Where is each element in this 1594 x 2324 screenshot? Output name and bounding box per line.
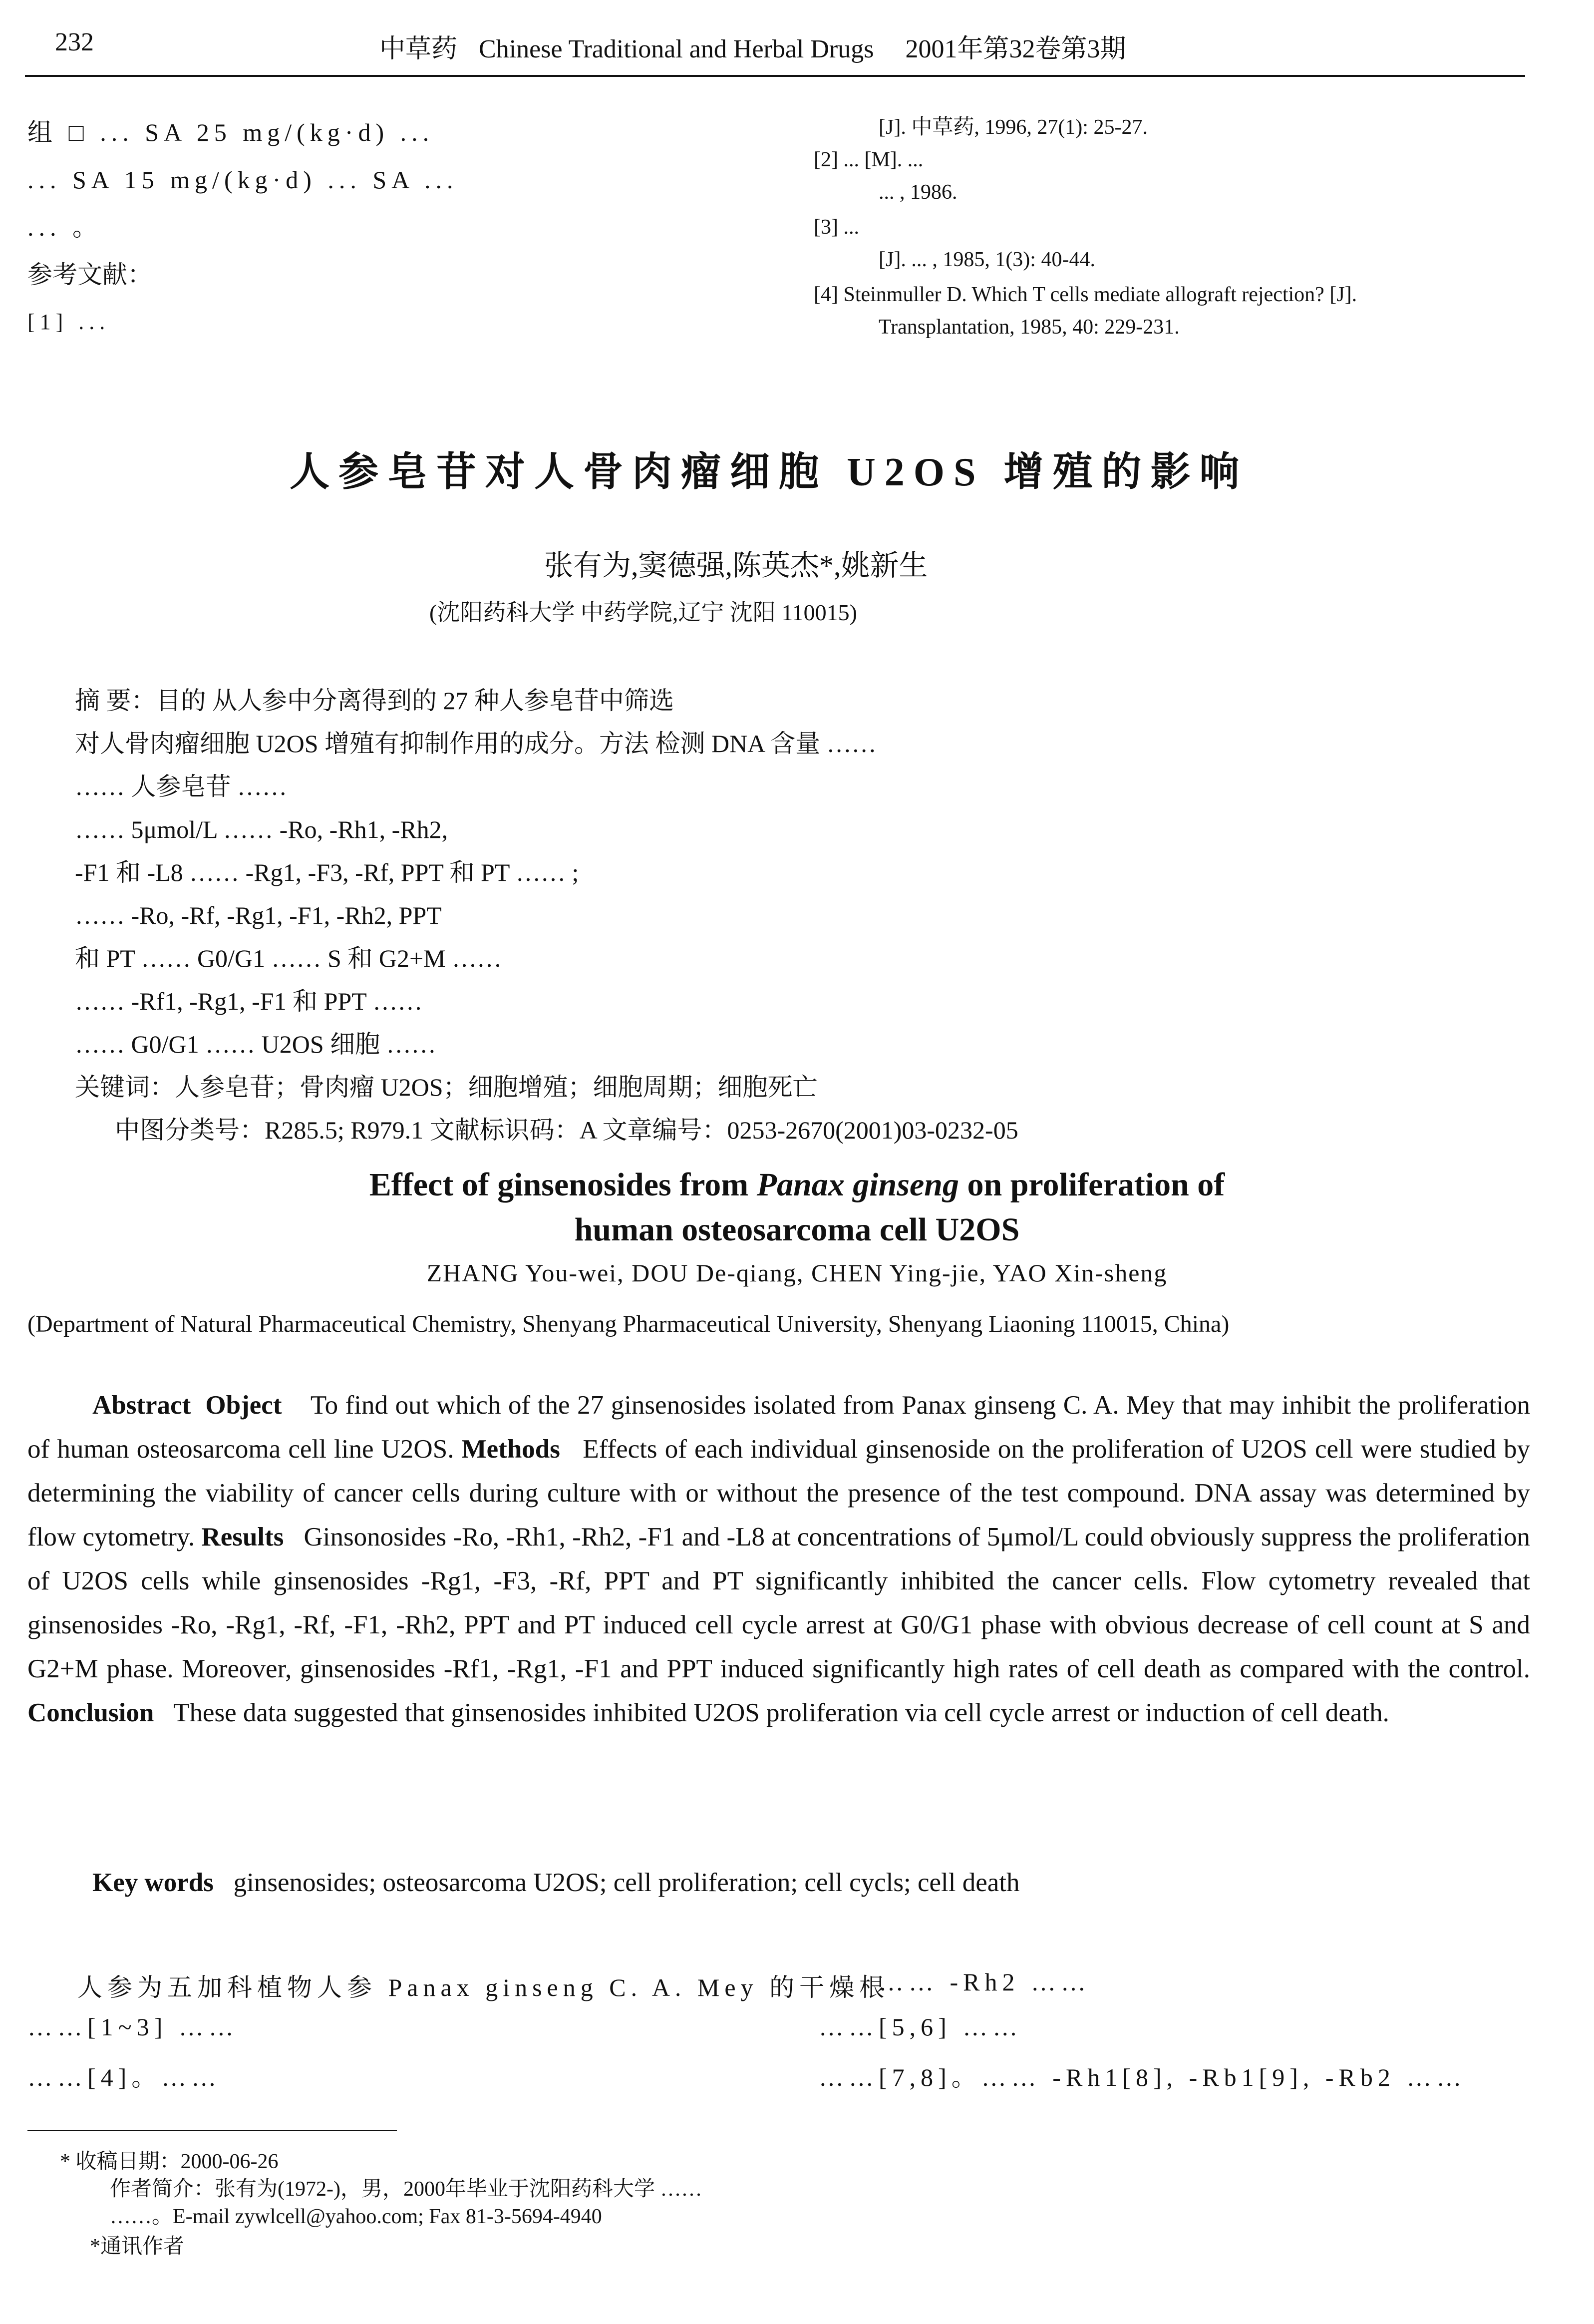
abstract-cn-line: …… -Rf1, -Rg1, -F1 和 PPT …… <box>75 987 423 1015</box>
running-header <box>379 27 1126 65</box>
left-col-line-2: ... SA 15 mg/(kg·d) ... SA ... <box>27 166 458 194</box>
body-left-line-2: ……[1~3] …… <box>27 2013 239 2041</box>
title-en-part-2: on proliferation of <box>959 1166 1225 1203</box>
journal-en: Chinese Traditional and Herbal Drugs <box>479 35 874 63</box>
abstract-cn <box>75 679 1513 1152</box>
conclusion-label: Conclusion <box>27 1698 154 1727</box>
abstract-cn-line: …… -Ro, -Rf, -Rg1, -F1, -Rh2, PPT <box>75 901 442 929</box>
authors-en: ZHANG You-wei, DOU De-qiang, CHEN Ying-jie, YAO Xin-sheng <box>426 1259 1168 1287</box>
abstract-en <box>27 1383 1530 1735</box>
object-label: Object <box>205 1391 282 1420</box>
body-right-line-1: …… -Rh2 …… <box>879 1968 1091 1996</box>
abstract-cn-line: 和 PT …… G0/G1 …… S 和 G2+M …… <box>75 944 502 972</box>
conclusion-text: These data suggested that ginsenosides inhibited U2OS proliferation via cell cycle arrest or induction of cell death. <box>173 1698 1389 1727</box>
methods-label: Methods <box>461 1435 560 1464</box>
right-ref-line-6: [4] Steinmuller D. Which T cells mediate allograft rejection? [J]. <box>814 283 1357 306</box>
left-col-line-1: 组 □ ... SA 25 mg/(kg·d) ... <box>27 118 434 146</box>
keywords-label: Key words <box>92 1868 214 1897</box>
footnote-email: ……。E-mail zywlcell@yahoo.com; Fax 81-3-5694-4940 <box>110 2205 602 2228</box>
footnote-rule <box>27 2130 397 2131</box>
footnote-bio: 作者简介：张有为(1972-)，男，2000年毕业于沈阳药科大学 …… <box>110 2178 702 2201</box>
abstract-cn-line: -F1 和 -L8 …… -Rg1, -F3, -Rf, PPT 和 PT …… ; <box>75 858 579 886</box>
abstract-cn-line: …… 5μmol/L …… -Ro, -Rh1, -Rh2, <box>75 815 448 843</box>
left-ref-1: [1] ... <box>27 310 110 334</box>
affiliation-cn: (沈阳药科大学 中药学院,辽宁 沈阳 110015) <box>429 600 857 625</box>
header-rule <box>25 75 1525 77</box>
title-cn: 人参皂苷对人骨肉瘤细胞 U2OS 增殖的影响 <box>290 450 1249 494</box>
body-right-line-3: ……[7,8]。…… -Rh1[8], -Rb1[9], -Rb2 …… <box>819 2063 1467 2091</box>
abstract-cn-line: 摘 要：目的 从人参中分离得到的 27 种人参皂苷中筛选 <box>75 687 674 715</box>
right-ref-line-7: Transplantation, 1985, 40: 229-231. <box>879 316 1180 339</box>
references-heading: 参考文献： <box>27 261 152 289</box>
body-left-line-1: 人参为五加科植物人参 Panax ginseng C. A. Mey 的干燥根 <box>77 1973 890 2001</box>
results-label: Results <box>201 1523 284 1551</box>
right-ref-line-1: [J]. 中草药, 1996, 27(1): 25-27. <box>879 116 1148 139</box>
issue: 2001年第32卷第3期 <box>905 35 1126 63</box>
body-left-line-3: ……[4]。…… <box>27 2063 222 2091</box>
title-en-species: Panax ginseng <box>756 1166 959 1203</box>
keywords <box>92 1868 1019 1898</box>
footnote-received: * 收稿日期：2000-06-26 <box>60 2150 279 2173</box>
abstract-cn-line: 中图分类号：R285.5; R979.1 文献标识码：A 文章编号：0253-2670(2001)03-0232-05 <box>115 1116 1018 1144</box>
left-col-line-3: ... 。 <box>27 213 102 241</box>
title-en-line-2: human osteosarcoma cell U2OS <box>574 1211 1020 1248</box>
footnote-corresponding: *通讯作者 <box>90 2235 185 2258</box>
right-ref-line-2: [2] ... [M]. ... <box>814 148 924 171</box>
abstract-cn-line: …… G0/G1 …… U2OS 细胞 …… <box>75 1030 436 1058</box>
abstract-label: Abstract <box>92 1391 191 1420</box>
abstract-cn-line: 关键词：人参皂苷；骨肉瘤 U2OS；细胞增殖；细胞周期；细胞死亡 <box>75 1073 818 1101</box>
results-text: Ginsonosides -Ro, -Rh1, -Rh2, -F1 and -L8 at concentrations of 5μmol/L could obviously suppress the proliferation of U2OS cells while ginsenosides -Rg1, -F3, -Rf, PPT and PT significantly inhibited the cancer cells. Flow cytometry revealed that ginsenosides -Ro, -Rg1, -Rf, -F1, -Rh2, PPT and PT induced cell cycle arrest at G0/G1 phase with obvious decrease of cell count at S and G2+M phase. Moreover, ginsenosides -Rf1, -Rg1, -F1 and PPT induced significantly high rates of cell death as compared with the control. <box>27 1523 1530 1683</box>
right-ref-line-5: [J]. ... , 1985, 1(3): 40-44. <box>879 248 1095 271</box>
keywords-text: ginsenosides; osteosarcoma U2OS; cell proliferation; cell cycls; cell death <box>233 1868 1020 1897</box>
right-ref-line-4: [3] ... <box>814 216 859 239</box>
abstract-cn-line: 对人骨肉瘤细胞 U2OS 增殖有抑制作用的成分。方法 检测 DNA 含量 …… <box>75 730 877 758</box>
object-text: To find out which of the 27 ginsenosides isolated from Panax ginseng C. A. Mey that may inhibit the proliferation of human osteosarcoma cell line U2OS. <box>27 1391 1531 1464</box>
right-ref-line-3: ... , 1986. <box>879 181 957 204</box>
abstract-cn-line: …… 人参皂苷 …… <box>75 773 287 800</box>
title-en-part-1: Effect of ginsenosides from <box>369 1166 757 1203</box>
page-number: 232 <box>55 28 94 56</box>
body-right-line-2: ……[5,6] …… <box>819 2013 1023 2041</box>
journal-cn: 中草药 <box>379 35 458 63</box>
authors-cn: 张有为,窦德强,陈英杰*,姚新生 <box>544 549 928 582</box>
title-en <box>0 1166 1594 1204</box>
methods-text: Effects of each individual ginsenoside on the proliferation of U2OS cell were studied by determining the viability of cancer cells during culture with or without the presence of the test compound. DNA assay was determined by flow cytometry. <box>27 1435 1531 1551</box>
affiliation-en: (Department of Natural Pharmaceutical Chemistry, Shenyang Pharmaceutical University, Shenyang Liaoning 110015, China) <box>27 1311 1230 1337</box>
